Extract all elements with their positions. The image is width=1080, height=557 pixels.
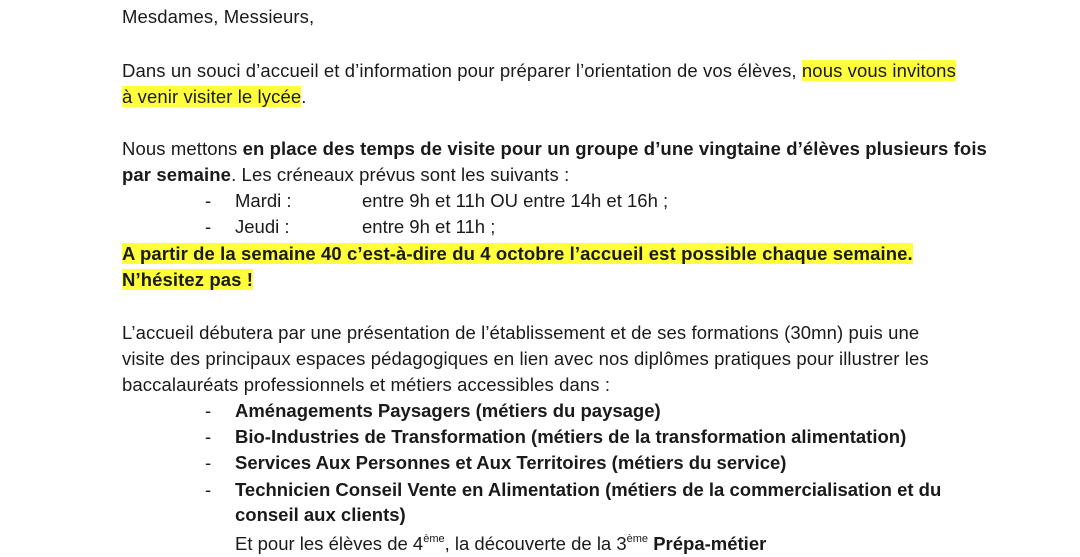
cut-text-b: , la découverte de la 3 [444,533,627,554]
program-item: Bio-Industries de Transformation (métiers de la transformation alimentation) [235,426,907,447]
p1-end: . [301,86,307,107]
paragraph-2-line-1 [122,136,987,162]
slot-day: Mardi : [235,190,292,211]
cut-off-text [235,526,766,557]
slot-day: Jeudi : [235,216,290,237]
paragraph-3-line-3: baccalauréats professionnels et métiers accessibles dans : [122,374,611,395]
program-item: Services Aux Personnes et Aux Territoires (métiers du service) [235,452,787,473]
program-item: Aménagements Paysagers (métiers du paysage) [235,400,661,421]
cut-sup-1: ème [423,533,445,545]
p1-highlight-2: à venir visiter le lycée [122,86,302,107]
program-dash: - [205,426,212,447]
program-dash: - [205,479,212,500]
program-item-continuation: conseil aux clients) [235,504,406,525]
paragraph-1-line-1 [122,58,956,84]
slot-time: entre 9h et 11h OU entre 14h et 16h ; [362,190,669,211]
paragraph-3-line-2: visite des principaux espaces pédagogiques en lien avec nos diplômes pratiques pour illustrer les [122,348,929,369]
paragraph-1-line-2 [122,84,307,110]
notice-text-2: N’hésitez pas ! [122,269,254,290]
p1-highlight: nous vous invitons [801,60,956,81]
slot-time: entre 9h et 11h ; [362,216,496,237]
p2-text-2: . Les créneaux prévus sont les suivants : [231,164,570,185]
paragraph-2-line-2 [122,162,569,188]
cut-text-a: Et pour les élèves de 4 [235,533,424,554]
notice-text: A partir de la semaine 40 c’est-à-dire du 4 octobre l’accueil est possible chaque semaine. [122,243,913,264]
program-dash: - [205,400,212,421]
notice-line-2 [122,267,253,293]
program-dash: - [205,452,212,473]
slot-dash: - [205,216,212,237]
p1-text: Dans un souci d’accueil et d’information pour préparer l’orientation de vos élèves, [122,60,802,81]
p2-text: Nous mettons [122,138,243,159]
cut-text-c: Prépa-métier [648,533,767,554]
salutation: Mesdames, Messieurs, [122,6,315,27]
p2-bold-2: par semaine [122,164,232,185]
program-item: Technicien Conseil Vente en Alimentation (métiers de la commercialisation et du [235,479,942,500]
cut-sup-2: ème [626,533,649,545]
cut-off-line [0,528,1080,554]
p2-bold: en place des temps de visite pour un groupe d’une vingtaine d’élèves plusieurs fois [242,138,987,159]
paragraph-3-line-1: L’accueil débutera par une présentation de l’établissement et de ses formations (30mn) puis une [122,322,920,343]
notice-line-1 [122,241,913,267]
slot-dash: - [205,190,212,211]
